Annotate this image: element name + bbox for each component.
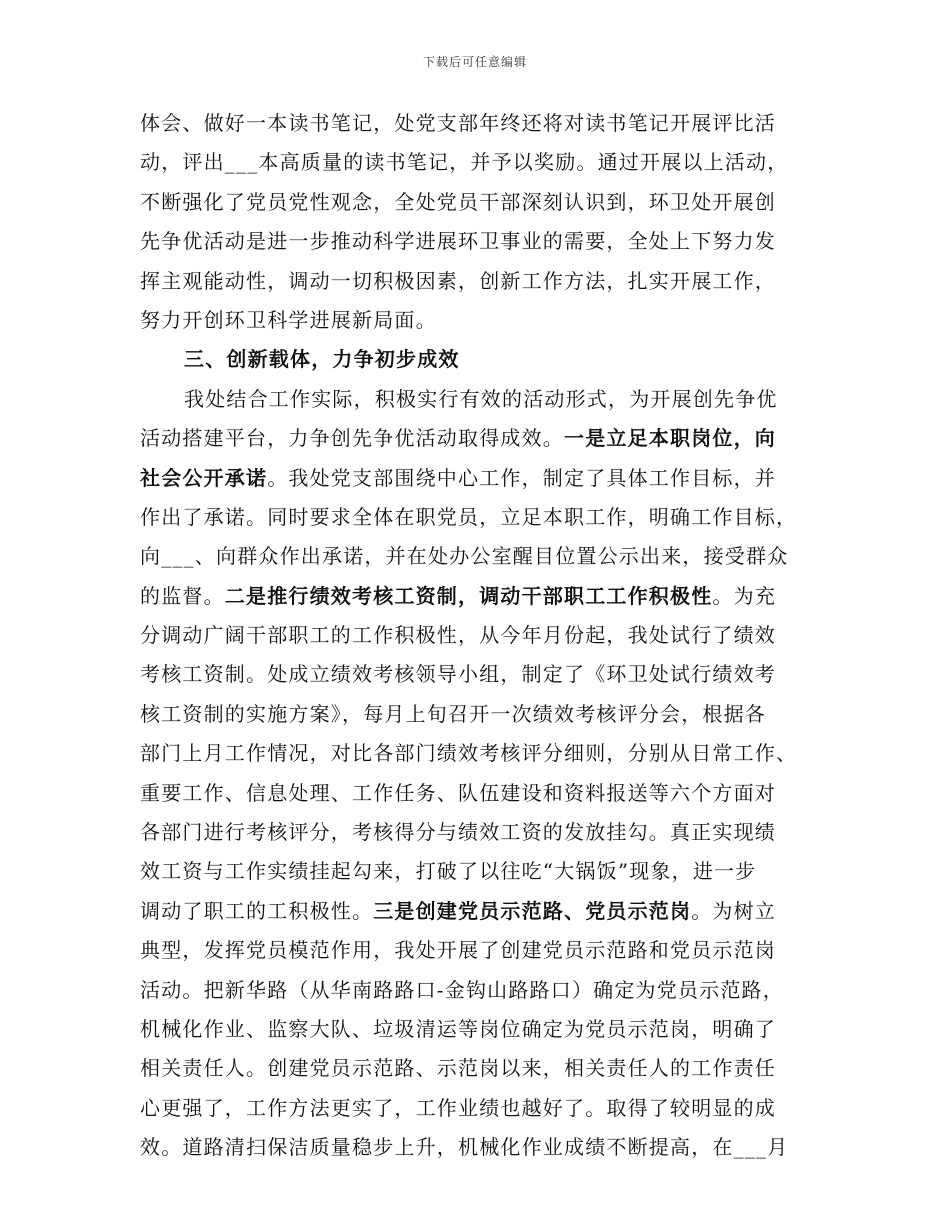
text-line	[140, 577, 812, 616]
text-run: 。我处党支部围绕中心工作，制定了具体工作目标，并	[267, 465, 777, 490]
bold-run: 一是立足本职岗位，向	[564, 426, 776, 451]
page-header: 下载后可任意编辑	[422, 55, 527, 69]
text-run: 调动了职工的工积极性。	[140, 898, 374, 923]
text-run: 不断强化了党员党性观念，全处党员干部深刻认识到，环卫处开展创	[140, 189, 776, 214]
text-line	[140, 695, 812, 734]
text-line	[140, 498, 812, 537]
text-run: 先争优活动是进一步推动科学进展环卫事业的需要，全处上下努力发	[140, 229, 776, 254]
text-line	[140, 143, 812, 182]
text-run: 考核工资制。处成立绩效考核领导小组，制定了《环卫处试行绩效考	[140, 662, 776, 687]
text-run: 效。道路清扫保洁质量稳步上升，机械化作业成绩不断提高，在___月	[140, 1135, 789, 1160]
text-line	[140, 852, 812, 891]
bold-run: 社会公开承诺	[140, 465, 268, 490]
bold-run: 二是推行绩效考核工资制，调动干部职工工作积极性	[224, 583, 713, 608]
text-line	[140, 262, 812, 301]
text-run: 挥主观能动性，调动一切积极因素，创新工作方法，扎实开展工作，	[140, 268, 776, 293]
text-run: 我处结合工作实际，积极实行有效的活动形式，为开展创先争优	[184, 386, 778, 411]
text-run: 向___、向群众作出承诺，并在处办公室醒目位置公示出来，接受群众	[140, 544, 789, 569]
text-line	[140, 774, 812, 813]
text-run: 。为充	[712, 583, 777, 608]
text-line	[140, 419, 812, 458]
text-run: 动，评出___本高质量的读书笔记，并予以奖励。通过开展以上活动，	[140, 150, 789, 175]
text-run: 效工资与工作实绩挂起勾来，打破了以往吃“大锅饭”现象，进一步	[140, 859, 757, 884]
text-run: 部门上月工作情况，对比各部门绩效考核评分细则，分别从日常工作、	[140, 741, 798, 766]
text-run: 。为树立	[691, 898, 777, 923]
text-line	[140, 301, 812, 340]
text-line	[140, 1089, 812, 1128]
text-line	[140, 1128, 812, 1167]
text-line	[140, 183, 812, 222]
text-run: 活动搭建平台，力争创先争优活动取得成效。	[140, 426, 564, 451]
text-run: 努力开创环卫科学进展新局面。	[140, 307, 437, 332]
text-run: 各部门进行考核评分，考核得分与绩效工资的发放挂勾。真正实现绩	[140, 820, 776, 845]
text-line	[140, 459, 812, 498]
text-line	[140, 931, 812, 970]
section-heading	[140, 340, 812, 379]
text-run: 作出了承诺。同时要求全体在职党员，立足本职工作，明确工作目标，	[140, 504, 798, 529]
document-body	[140, 104, 812, 1168]
text-run: 的监督。	[140, 583, 225, 608]
paragraph-first-line	[140, 380, 812, 419]
text-run: 分调动广阔干部职工的工作积极性，从今年月份起，我处试行了绩效	[140, 623, 776, 648]
text-line	[140, 1010, 812, 1049]
text-line	[140, 813, 812, 852]
text-line	[140, 734, 812, 773]
text-run: 机械化作业、监察大队、垃圾清运等岗位确定为党员示范岗，明确了	[140, 1016, 776, 1041]
text-line	[140, 892, 812, 931]
text-run: 重要工作、信息处理、工作任务、队伍建设和资料报送等六个方面对	[140, 780, 776, 805]
text-run: 核工资制的实施方案》，每月上旬召开一次绩效考核评分会，根据各	[140, 701, 766, 726]
text-run: 活动。把新华路（从华南路路口-金钩山路路口）确定为党员示范路，	[140, 977, 784, 1002]
text-line	[140, 104, 812, 143]
text-run: 心更强了，工作方法更实了，工作业绩也越好了。取得了较明显的成	[140, 1095, 776, 1120]
heading-text: 三、创新载体，力争初步成效	[184, 347, 460, 372]
text-line	[140, 537, 812, 576]
text-line	[140, 222, 812, 261]
text-run: 典型，发挥党员模范作用，我处开展了创建党员示范路和党员示范岗	[140, 938, 776, 963]
text-line	[140, 971, 812, 1010]
text-run: 体会、做好一本读书笔记，处党支部年终还将对读书笔记开展评比活	[140, 111, 776, 135]
text-line	[140, 655, 812, 694]
text-line	[140, 616, 812, 655]
bold-run: 三是创建党员示范路、党员示范岗	[373, 898, 692, 923]
text-line	[140, 1049, 812, 1088]
text-run: 相关责任人。创建党员示范路、示范岗以来，相关责任人的工作责任	[140, 1056, 776, 1081]
